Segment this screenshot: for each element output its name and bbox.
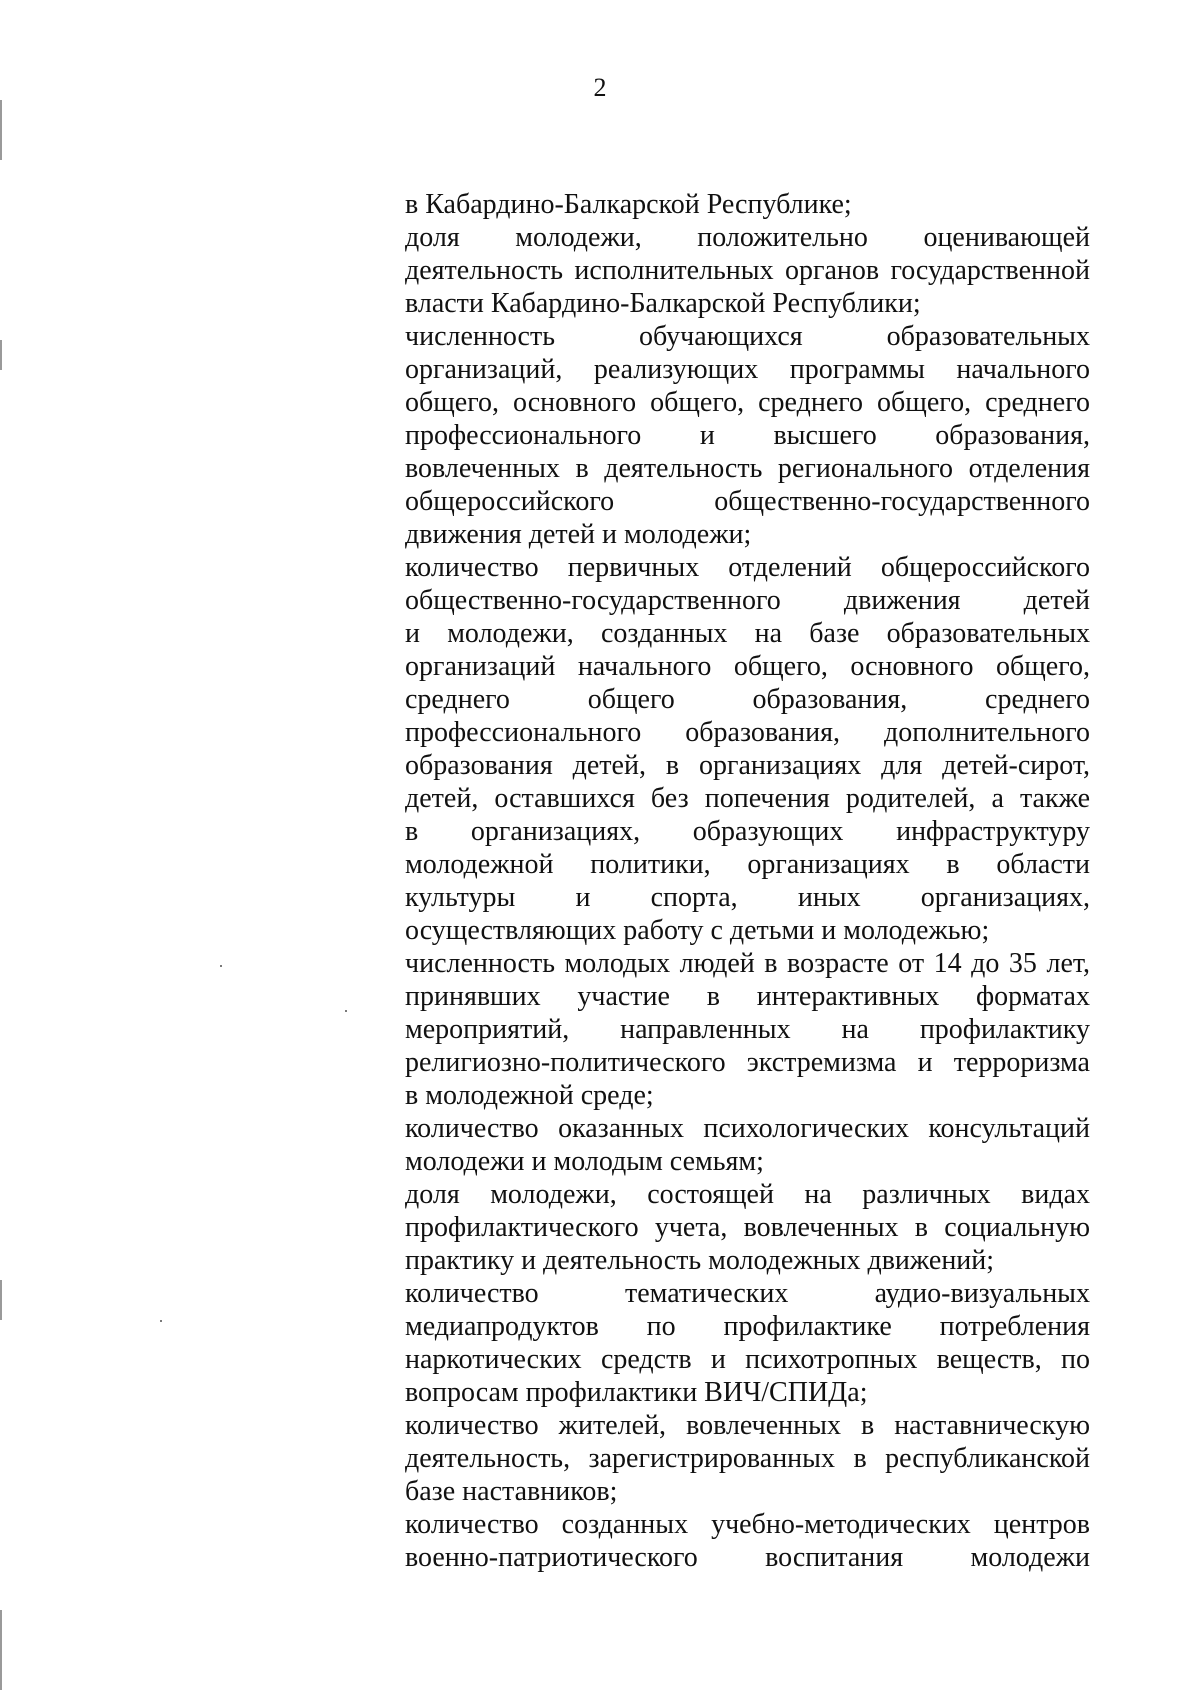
text-line: общественно-государственного движения детей [405,585,1090,616]
text-line: и молодежи, созданных на базе образовательных [405,618,1090,649]
text-line: принявших участие в интерактивных форматах [405,981,1090,1012]
scan-speck [345,1010,347,1012]
text-line: молодежи и молодым семьям; [405,1146,764,1177]
text-line: количество первичных отделений общероссийского [405,552,1090,583]
text-line: в организациях, образующих инфраструктуру [405,816,1090,847]
text-line: военно-патриотического воспитания молодежи [405,1542,1090,1573]
text-line: вовлеченных в деятельность регионального отделения [405,453,1090,484]
text-line: общего, основного общего, среднего общего, среднего [405,387,1090,418]
text-line: количество тематических аудио-визуальных [405,1278,1090,1309]
text-line: организаций начального общего, основного общего, [405,651,1090,682]
text-line: молодежной политики, организациях в области [405,849,1090,880]
text-line: количество оказанных психологических консультаций [405,1113,1090,1144]
scan-edge-mark-middle [0,340,2,370]
text-line: детей, оставшихся без попечения родителей, а также [405,783,1090,814]
scan-speck [220,965,222,967]
text-line: образования детей, в организациях для детей-сирот, [405,750,1090,781]
page-number: 2 [593,73,607,102]
text-line: доля молодежи, состоящей на различных видах [405,1179,1090,1210]
text-line: профессионального образования, дополнительного [405,717,1090,748]
text-line: в молодежной среде; [405,1080,654,1111]
text-line: деятельность исполнительных органов государственной [405,255,1090,286]
scan-edge-mark-lower [0,1280,2,1320]
text-line: осуществляющих работу с детьми и молодежью; [405,915,990,946]
text-line: практику и деятельность молодежных движений; [405,1245,995,1276]
scan-edge-mark-top [0,100,2,160]
scan-speck [160,1320,162,1322]
text-line: движения детей и молодежи; [405,519,752,550]
text-line: мероприятий, направленных на профилактику [405,1014,1090,1045]
text-line: религиозно-политического экстремизма и терроризма [405,1047,1090,1078]
text-line: численность молодых людей в возрасте от 14 до 35 лет, [405,948,1090,979]
text-line: культуры и спорта, иных организациях, [405,882,1090,913]
text-line: деятельность, зарегистрированных в республиканской [405,1443,1090,1474]
document-body-text [405,188,1090,1574]
text-line: количество созданных учебно-методических центров [405,1509,1090,1540]
text-line: вопросам профилактики ВИЧ/СПИДа; [405,1377,868,1408]
text-line: медиапродуктов по профилактике потребления [405,1311,1090,1342]
text-line: профилактического учета, вовлеченных в социальную [405,1212,1090,1243]
text-line: в Кабардино-Балкарской Республике; [405,189,852,220]
text-line: численность обучающихся образовательных [405,321,1090,352]
text-line: доля молодежи, положительно оценивающей [405,222,1090,253]
text-line: базе наставников; [405,1476,618,1507]
text-line: наркотических средств и психотропных веществ, по [405,1344,1090,1375]
text-line: организаций, реализующих программы начального [405,354,1090,385]
text-line: среднего общего образования, среднего [405,684,1090,715]
text-line: профессионального и высшего образования, [405,420,1090,451]
text-line: власти Кабардино-Балкарской Республики; [405,288,921,319]
text-line: общероссийского общественно-государственного [405,486,1090,517]
scan-edge-mark-bottom [0,1610,2,1690]
text-line: количество жителей, вовлеченных в наставническую [405,1410,1090,1441]
